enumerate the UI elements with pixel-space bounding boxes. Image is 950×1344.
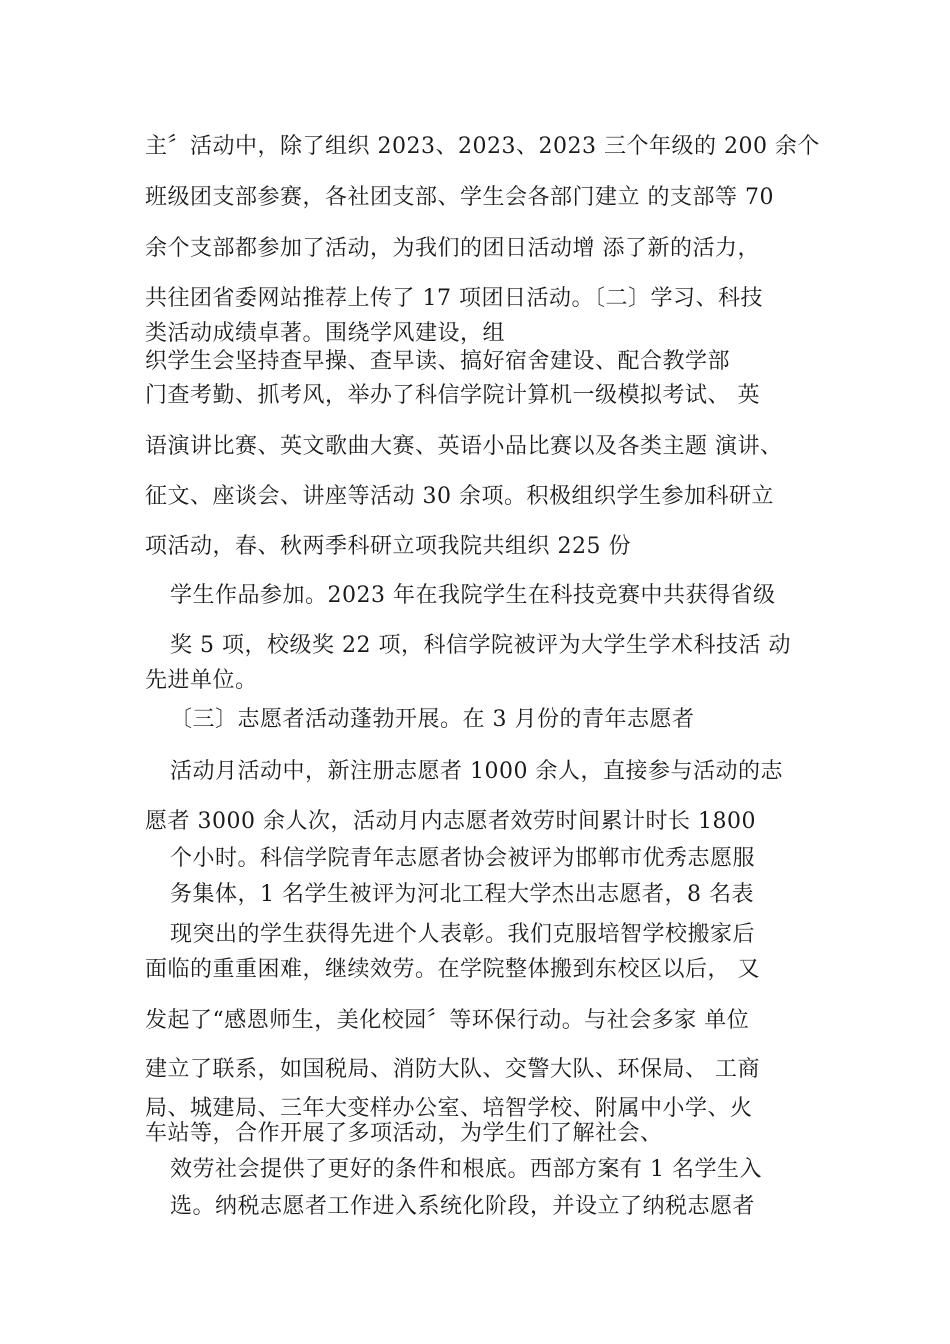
text-line: 主〞活动中，除了组织 2023、2023、2023 三个年级的 200 余个	[145, 134, 820, 159]
text-line: 学生作品参加。2023 年在我院学生在科技竞赛中共获得省级	[170, 583, 776, 608]
text-line: 面临的重重困难，继续效劳。在学院整体搬到东校区以后， 又	[145, 957, 760, 982]
text-line: 门查考勤、抓考风，举办了科信学院计算机一级模拟考试、 英	[145, 383, 760, 408]
text-line: 愿者 3000 余人次，活动月内志愿者效劳时间累计时长 1800	[145, 809, 756, 834]
text-line: 选。纳税志愿者工作进入系统化阶段，并设立了纳税志愿者	[170, 1194, 756, 1219]
text-line: 余个支部都参加了活动，为我们的团日活动增 添了新的活力，	[145, 236, 760, 261]
text-line: 个小时。科信学院青年志愿者协会被评为邯郸市优秀志愿服	[170, 846, 756, 871]
text-line: 现突出的学生获得先进个人表彰。我们克服培智学校搬家后	[170, 922, 756, 947]
text-line: 局、城建局、三年大变样办公室、培智学校、附属中小学、火	[145, 1096, 753, 1121]
text-line: 项活动，春、秋两季科研立项我院共组织 225 份	[145, 534, 631, 559]
text-line: 语演讲比赛、英文歌曲大赛、英语小品比赛以及各类主题 演讲、	[145, 434, 783, 459]
text-line: 征文、座谈会、讲座等活动 30 余项。积极组织学生参加科研立	[145, 484, 774, 509]
text-line: 先进单位。	[145, 668, 258, 693]
text-line: 建立了联系，如国税局、消防大队、交警大队、环保局、 工商	[145, 1057, 760, 1082]
text-line: 共往团省委网站推荐上传了 17 项团日活动。〔二〕学习、科技	[145, 286, 763, 311]
text-line: 类活动成绩卓著。围绕学风建设，组	[145, 321, 506, 346]
text-line: 织学生会坚持查早操、查早读、搞好宿舍建设、配合教学部	[145, 349, 731, 374]
text-line: 务集体，1 名学生被评为河北工程大学杰出志愿者，8 名表	[170, 882, 754, 907]
text-line: 发起了“感恩师生，美化校园〞等环保行动。与社会多家 单位	[145, 1008, 750, 1033]
text-line: 效劳社会提供了更好的条件和根底。西部方案有 1 名学生入	[170, 1157, 762, 1182]
text-line: 活动月活动中，新注册志愿者 1000 余人，直接参与活动的志	[170, 759, 783, 784]
text-line: 奖 5 项，校级奖 22 项，科信学院被评为大学生学术科技活 动	[170, 633, 791, 658]
text-line: 班级团支部参赛，各社团支部、学生会各部门建立 的支部等 70	[145, 185, 774, 210]
text-line: 车站等，合作开展了多项活动，为学生们了解社会、	[145, 1121, 663, 1146]
text-line: 〔三〕志愿者活动蓬勃开展。在 3 月份的青年志愿者	[170, 707, 695, 732]
